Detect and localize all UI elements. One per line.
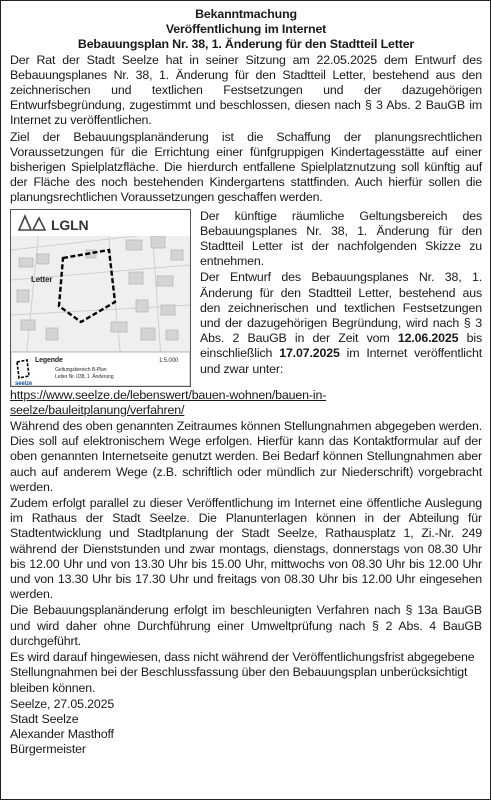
paragraph-comments: Während des oben genannten Zeitraumes können Stellungnahmen abgegeben werden. Dies soll auf elektronischem Wege erfolgen. Hierfür kann das Kontaktformular auf der oben genannten Internetseite genutzt werden. Bei Bedarf können Stellungnahmen aber auch auf anderem Wege (z.B. schriftlich oder mündlich zur Niederschrift) vorgebracht werden. [10,419,482,494]
seelze-logo: seelze [15,380,33,386]
signature-name: Alexander Masthoff [10,727,114,742]
plan-url-link[interactable]: https://www.seelze.de/lebenswert/bauen-wohnen/bauen-in-seelze/bauleitplanung/verfahren/ [10,387,327,417]
map-scale: 1:5.000 [159,357,178,364]
map-area-label: Letter [31,274,53,284]
paragraph-public-display: Zudem erfolgt parallel zu dieser Veröffentlichung im Internet eine öffentliche Auslegung im Rathaus der Stadt Seelze. Die Planunterlagen können in der Abteilung für Stadtentwicklung und Stadtplanung der Stadt Seelze, Rathausplatz 1, Zi.-Nr. 249 während der Dienststunden und zwar montags, dienstags, donnerstags von 08.30 Uhr bis 12.00 Uhr und von 13.30 Uhr bis 15.00 Uhr, mittwochs von 08.30 Uhr bis 12.00 Uhr und von 13.30 Uhr bis 17.30 Uhr und freitags von 08.30 Uhr bis 12.00 Uhr eingesehen werden. [10,496,482,602]
site-map-sketch [10,209,191,387]
notice-subheading: Veröffentlichung im Internet [165,22,327,37]
signature-block [10,697,482,758]
legend-title: Legende [35,356,63,364]
signature-title: Bürgermeister [10,742,86,757]
paragraph-procedure: Die Bebauungsplanänderung erfolgt im beschleunigten Verfahren nach § 13a BauGB und wird daher ohne Durchführung einer Umweltprüfung nach § 2 Abs. 4 BauGB durchgeführt. [10,603,482,648]
end-date: 17.07.2025 [279,346,340,361]
paragraph-council-decision: Der Rat der Stadt Seelze hat in seiner Sitzung am 22.05.2025 dem Entwurf des Bebauungsplanes Nr. 38, 1. Änderung für den Stadtteil Letter, bestehend aus den zeichnerischen und textlichen Festsetzungen und der dazugehörigen Entwurfsbegründung, zugestimmt und beschlossen, diesen nach § 3 Abs. 2 BauGB im Internet zu veröffentlichen. [10,52,482,128]
start-date: 12.06.2025 [397,331,459,346]
signature-org: Stadt Seelze [10,711,79,726]
paragraph-scope: Der künftige räumliche Geltungsbereich des Bebauungsplanes Nr. 38, 1. Änderung für den Stadtteil Letter ist der nachfolgenden Skizze zu entnehmen. [200,208,482,269]
notice-heading: Bekanntmachung [195,7,297,21]
legend-line-2: Letter Nr. 038, 1. Änderung [55,373,114,380]
paragraph-publication-period: Der Entwurf des Bebauungsplanes Nr. 38, 1. Änderung für den Stadtteil Letter, bestehend aus den zeichnerischen und textlichen Festsetzungen und der dazugehörigen Begründung, wird nach § 3 Abs. 2 BauGB in der Zeit vom 12.06.2025 bis einschließlich 17.07.2025 im Internet veröffentlicht und zwar unter: [200,270,483,376]
map-side-text [200,209,482,387]
place-date: Seelze, 27.05.2025 [10,696,115,711]
legend-boundary-symbol [17,360,29,378]
map-section [10,209,482,387]
paragraph-plan-goal: Ziel der Bebauungsplanänderung ist die Schaffung der planungsrechtlichen Voraussetzungen für die Errichtung einer fünfgruppigen Kindertagesstätte auf einer bisherigen Spielplatzfläche. Die hierdurch entfallene Spielplatznutzung soll künftig auf der Fläche des noch bestehenden Kindergartens stattfinden. Auch hierfür sollen die planungsrechtlichen Voraussetzungen geschaffen werden. [10,129,482,205]
map-drawing [11,210,190,386]
notice-plan-title: Bebauungsplan Nr. 38, 1. Änderung für den Stadtteil Letter [77,37,415,52]
legend-line-1: Geltungsbereich B-Plan [55,366,107,373]
paragraph-deadline-notice: Es wird darauf hingewiesen, dass nicht während der Veröffentlichungsfrist abgegebene Stellungnahmen bei der Beschlussfassung über den Bebauungsplan unberücksichtigt bleiben können. [10,650,475,695]
lgln-logo: LGLN [51,216,89,233]
